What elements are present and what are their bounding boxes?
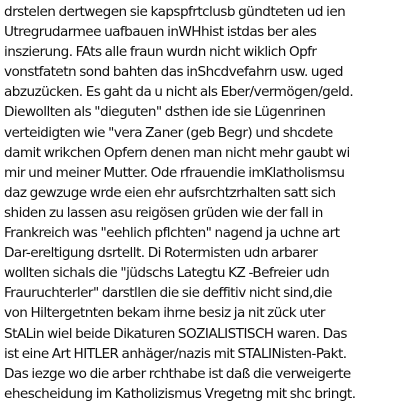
text-line: ehescheidung im Katholizismus Vregetng mit shc bringt. — [4, 385, 356, 402]
text-line: daz gewzuge wrde eien ehr aufsrchtzrhalten satt sich — [4, 184, 336, 201]
text-line: von Hiltergetnten bekam ihrne besiz ja nit zück uter — [4, 305, 325, 322]
text-line: wollten sichals die "jüdschs Lategtu KZ -Befreier udn — [4, 265, 330, 282]
text-line: shiden zu lassen asu reigösen grüden wie der fall in — [4, 204, 323, 221]
text-line: drstelen dertwegen sie kapspfrtclusb gündteten ud ien — [4, 4, 346, 20]
text-line: Frauruchterler" darstllen die sie deffitiv nicht sind,die — [4, 285, 332, 302]
text-line: mir und meiner Mutter. Ode rfrauendie imKlatholismsu — [4, 164, 345, 181]
text-line: Dar-ereltigung dsrtellt. Di Rotermisten udn arbarer — [4, 245, 318, 262]
text-line: StALin wiel beide Dikaturen SOZIALISTISCH waren. Das — [4, 325, 347, 342]
text-line: Diewollten als "dieguten" dsthen ide sie Lügenrinen — [4, 104, 326, 121]
text-line: vonstfatetn sond bahten das inShcdvefahrn usw. uged — [4, 64, 343, 81]
text-line: Frankreich was "eehlich pflchten" nagend ja uchne art — [4, 225, 340, 242]
document-text — [4, 2, 403, 404]
text-line: Das iezge wo die arber rchthabe ist daß die verweigerte — [4, 365, 351, 382]
text-line: damit wrikchen Opfern denen man nicht mehr gaubt wi — [4, 144, 350, 161]
text-line: inszierung. FAts alle fraun wurdn nicht wiklich Opfr — [4, 44, 317, 61]
text-line: Utregrudarmee uafbauen inWHhist istdas ber ales — [4, 24, 317, 41]
text-line: abzuzücken. Es gaht da u nicht als Eber/vermögen/geld. — [4, 84, 354, 101]
text-line: verteidigten wie "vera Zaner (geb Begr) und shcdete — [4, 124, 333, 141]
text-line: ist eine Art HITLER anhäger/nazis mit STALINisten-Pakt. — [4, 345, 347, 362]
